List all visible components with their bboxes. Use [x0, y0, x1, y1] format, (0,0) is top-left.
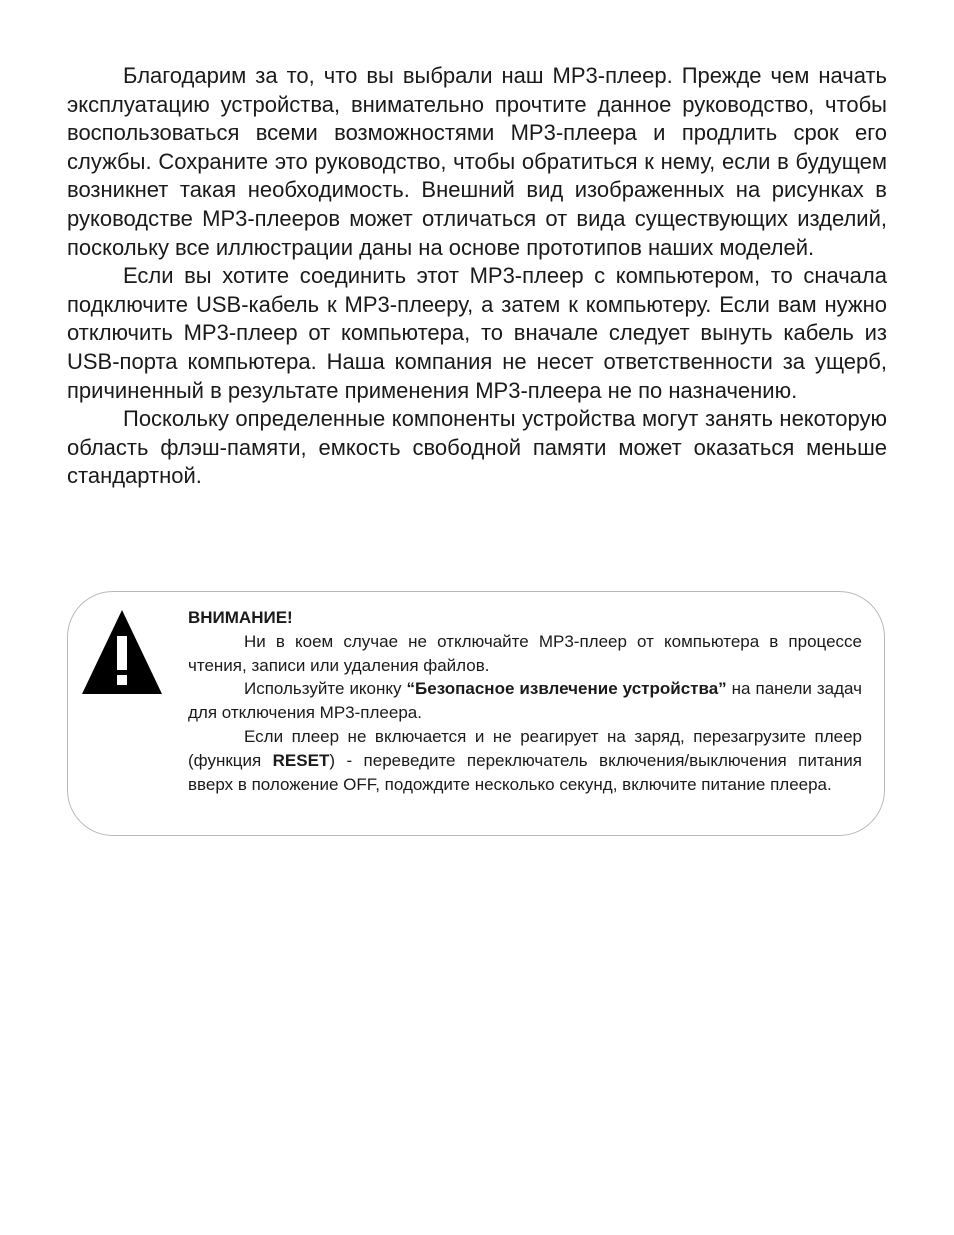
reset-label: RESET	[272, 750, 330, 770]
notice-paragraph-2-start: Используйте иконку	[244, 679, 407, 699]
notice-paragraph-2-end: на панели задач для отключения МР3-плеера.	[188, 679, 862, 723]
warning-notice-box	[67, 591, 885, 836]
notice-title: ВНИМАНИЕ!	[188, 608, 293, 627]
warning-triangle-icon	[80, 608, 164, 696]
intro-text	[67, 62, 887, 491]
intro-paragraph-1: Благодарим за то, что вы выбрали наш МР3-плеер. Прежде чем начать эксплуатацию устройства, внимательно прочтите данное руководство, чтобы воспользоваться всеми возможностями МР3-плеера и продлить срок его службы. Сохраните это руководство, чтобы обратиться к нему, если в будущем возникнет такая необходимость. Внешний вид изображенных на рисунках в руководстве МР3-плееров может отличаться от вида существующих изделий, поскольку все иллюстрации даны на основе прототипов наших моделей.	[67, 63, 887, 260]
notice-paragraph-3-end: ) - переведите переключатель включения/выключения питания вверх в положение OFF, подождите несколько секунд, включите питание плеера.	[188, 750, 862, 794]
notice-paragraph-3-start: Если плеер не включается и не реагирует на заряд, перезагрузите плеер (функция	[188, 726, 862, 770]
notice-paragraph-1: Ни в коем случае не отключайте МР3-плеер от компьютера в процессе чтения, записи или удаления файлов.	[188, 631, 862, 675]
safe-removal-label: “Безопасное извлечение устройства”	[406, 679, 727, 699]
intro-paragraph-3: Поскольку определенные компоненты устройства могут занять некоторую область флэш-памяти, емкость свободной памяти может оказаться меньше стандартной.	[67, 406, 887, 489]
intro-paragraph-2: Если вы хотите соединить этот МР3-плеер с компьютером, то сначала подключите USB-кабель к МР3-плееру, а затем к компьютеру. Если вам нужно отключить МР3-плеер от компьютера, то вначале следует вынуть кабель из USB-порта компьютера. Наша компания не несет ответственности за ущерб, причиненный в результате применения МР3-плеера не по назначению.	[67, 263, 887, 403]
notice-paragraph-3	[188, 725, 862, 796]
notice-content	[188, 606, 862, 796]
notice-paragraph-2	[188, 677, 862, 725]
